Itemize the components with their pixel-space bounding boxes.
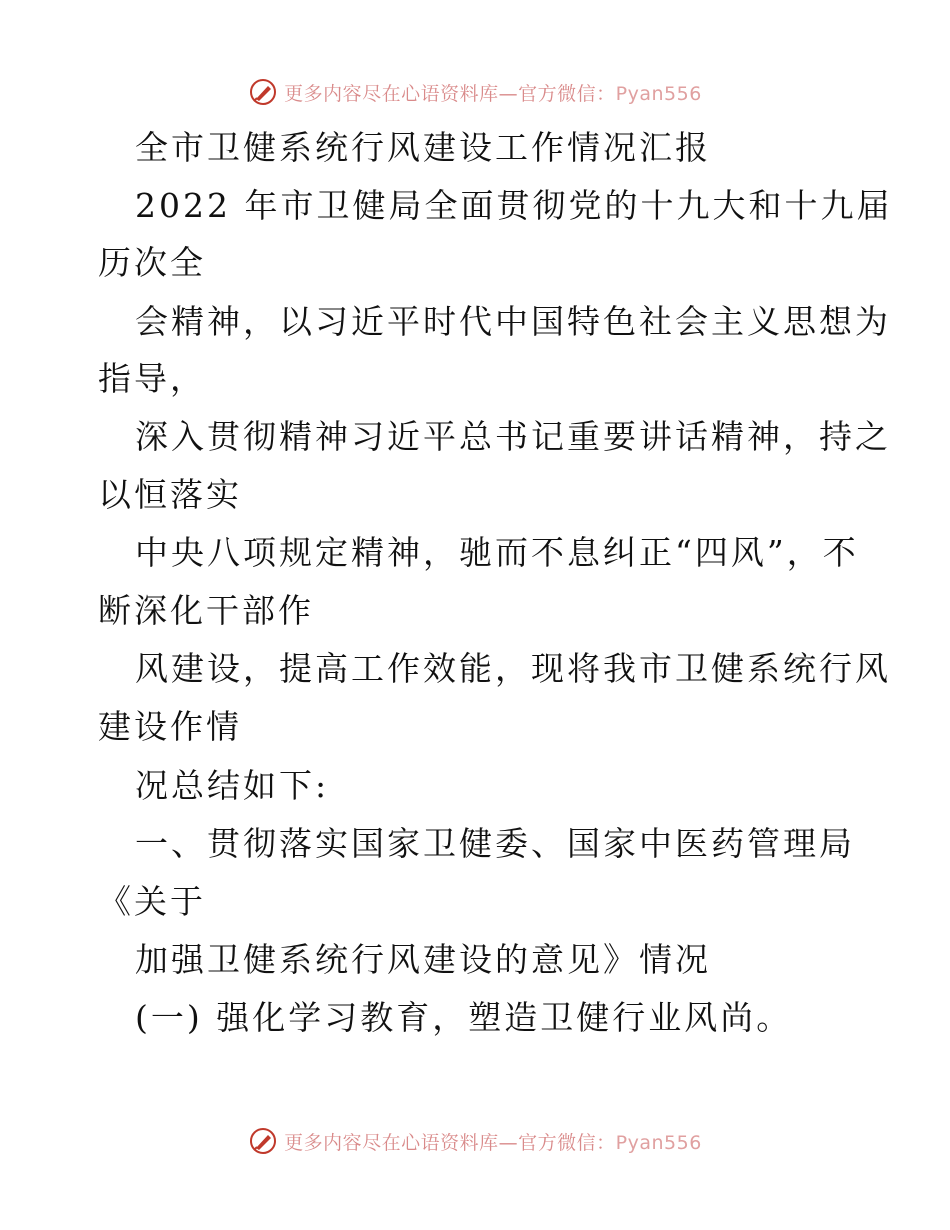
watermark-header [0, 72, 950, 112]
text-line: 加强卫健系统行风建设的意见》情况 [135, 940, 711, 979]
watermark-wechat-id: Pyan556 [615, 1131, 702, 1154]
watermark-label: 更多内容尽在心语资料库—官方微信：Pyan556 [284, 1131, 702, 1154]
text-line: 会精神，以习近平时代中国特色社会主义思想为 [135, 302, 891, 341]
watermark-label: 更多内容尽在心语资料库—官方微信：Pyan556 [284, 82, 702, 105]
text-line: 指导， [98, 359, 206, 398]
text-line: 以恒落实 [98, 475, 242, 514]
text-line: 中央八项规定精神，驰而不息纠正“四风”，不 [135, 533, 859, 572]
text-line: 建设作情 [98, 707, 242, 746]
subsection-heading: (一) 强化学习教育，塑造卫健行业风尚。 [135, 998, 793, 1037]
text-line: 《关于 [98, 882, 206, 921]
text-line: 断深化干部作 [98, 591, 314, 630]
document-title: 全市卫健系统行风建设工作情况汇报 [135, 128, 711, 167]
text-line: 2022 年市卫健局全面贯彻党的十九大和十九届 [135, 186, 893, 225]
watermark-footer [0, 1121, 950, 1161]
text-line: 深入贯彻精神习近平总书记重要讲话精神，持之 [135, 417, 891, 456]
text-line: 历次全 [98, 243, 206, 282]
watermark-wechat-id: Pyan556 [615, 82, 702, 105]
section-heading: 一、贯彻落实国家卫健委、国家中医药管理局 [135, 824, 855, 863]
text-line: 风建设，提高工作效能，现将我市卫健系统行风 [135, 649, 891, 688]
text-line: 况总结如下: [135, 766, 330, 805]
quill-logo-icon [248, 77, 278, 107]
quill-logo-icon [248, 1126, 278, 1156]
